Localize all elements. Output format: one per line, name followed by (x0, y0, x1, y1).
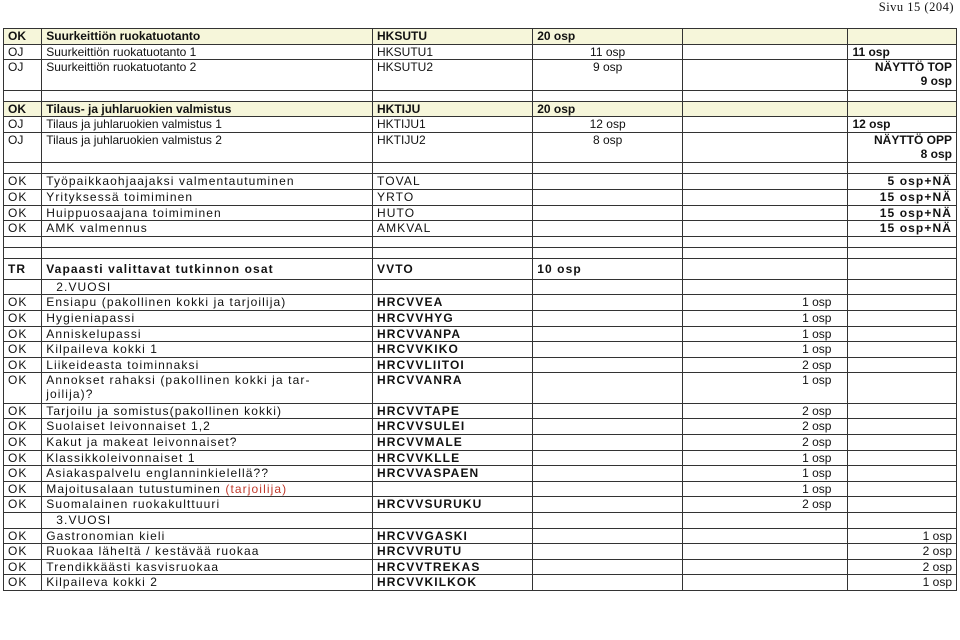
row-type: OK (4, 295, 42, 311)
credits: 1 osp (683, 342, 848, 358)
empty-cell (848, 310, 957, 326)
empty-cell (683, 29, 848, 45)
table-row (4, 189, 957, 205)
module-name (42, 310, 373, 326)
table-row (4, 117, 957, 133)
module-name-text: Suolaiset leivonnaiset 1,2 (46, 419, 211, 434)
module-name: Suurkeittiön ruokatuotanto 2 (42, 60, 373, 91)
empty-cell (848, 481, 957, 497)
credits: 2 osp (683, 403, 848, 419)
credits: 1 osp (683, 466, 848, 482)
empty-cell (848, 342, 957, 358)
empty-cell (4, 236, 42, 247)
row-type: OK (4, 403, 42, 419)
credits-note (848, 29, 957, 45)
spacer-row (4, 90, 957, 101)
cell-line: Annokset rahaksi (pakollinen kokki ja tar- (46, 373, 311, 388)
table-row (4, 559, 957, 575)
empty-cell (848, 435, 957, 451)
row-type: OK (4, 559, 42, 575)
year-heading: 2.VUOSI (42, 279, 373, 295)
table-row (4, 435, 957, 451)
empty-cell (533, 357, 683, 373)
curriculum-table (3, 28, 957, 591)
table-row (4, 44, 957, 60)
table-row (4, 481, 957, 497)
module-code: YRTO (372, 189, 532, 205)
module-name (42, 295, 373, 311)
empty-cell (848, 236, 957, 247)
cell-line: 9 osp (920, 74, 952, 89)
empty-cell (372, 512, 532, 528)
module-name-text: Klassikkoleivonnaiset 1 (46, 450, 196, 465)
empty-cell (533, 403, 683, 419)
credits-note: 5 osp+NÄ (848, 174, 957, 190)
credits: 1 osp (683, 295, 848, 311)
module-name (42, 326, 373, 342)
credits: 1 osp (683, 373, 848, 404)
module-code: HRCVVRUTU (372, 544, 532, 560)
module-name-text: Asiakaspalvelu englanninkielellä?? (46, 466, 270, 481)
empty-cell (683, 117, 848, 133)
page-number: Sivu 15 (204) (878, 0, 954, 14)
empty-cell (533, 247, 683, 258)
module-name (42, 450, 373, 466)
empty-cell (683, 279, 848, 295)
empty-cell (683, 90, 848, 101)
empty-cell (848, 279, 957, 295)
empty-cell (533, 450, 683, 466)
table-row (4, 101, 957, 117)
module-code: HRCVVMALE (372, 435, 532, 451)
row-type: OK (4, 450, 42, 466)
credits: 1 osp (683, 310, 848, 326)
module-name (42, 403, 373, 419)
empty-cell (533, 342, 683, 358)
empty-cell (683, 528, 848, 544)
empty-cell (683, 236, 848, 247)
table-row (4, 221, 957, 237)
row-type: OK (4, 174, 42, 190)
module-name-text: Liikeideasta toiminnaksi (46, 357, 200, 372)
module-name (42, 481, 373, 497)
credits: 1 osp (848, 575, 957, 591)
empty-cell (848, 373, 957, 404)
spacer-row (4, 236, 957, 247)
credits: 2 osp (683, 357, 848, 373)
credits-note: 12 osp (848, 117, 957, 133)
empty-cell (848, 258, 957, 279)
empty-cell (683, 163, 848, 174)
row-type: OK (4, 221, 42, 237)
empty-cell (848, 403, 957, 419)
empty-cell (372, 163, 532, 174)
module-name (42, 419, 373, 435)
module-name-text: Kakut ja makeat leivonnaiset? (46, 435, 238, 449)
module-name-text: Suomalainen ruokakulttuuri (46, 497, 221, 512)
module-name (42, 342, 373, 358)
table-row (4, 132, 957, 163)
module-name-text: Anniskelupassi (46, 326, 142, 341)
module-code: HRCVVANPA (372, 326, 532, 342)
empty-cell (533, 174, 683, 190)
empty-cell (848, 295, 957, 311)
empty-cell (533, 497, 683, 513)
empty-cell (683, 544, 848, 560)
module-code: HRCVVTREKAS (372, 559, 532, 575)
module-code: TOVAL (372, 174, 532, 190)
row-type: OK (4, 310, 42, 326)
module-code: HKTIJU1 (372, 117, 532, 133)
empty-cell (683, 44, 848, 60)
credits: 9 osp (533, 60, 683, 91)
empty-cell (848, 163, 957, 174)
empty-cell (848, 90, 957, 101)
year-heading-row (4, 512, 957, 528)
empty-cell (4, 512, 42, 528)
credits: 2 osp (848, 544, 957, 560)
module-code: HRCVVANRA (372, 373, 532, 404)
module-code: HRCVVGASKI (372, 528, 532, 544)
credits: 1 osp (683, 481, 848, 497)
empty-cell (848, 357, 957, 373)
empty-cell (533, 189, 683, 205)
module-name: Kilpaileva kokki 2 (42, 575, 373, 591)
credits: 10 osp (533, 258, 683, 279)
credits-note (848, 132, 957, 163)
empty-cell (848, 497, 957, 513)
empty-cell (533, 90, 683, 101)
module-name: Suurkeittiön ruokatuotanto 1 (42, 44, 373, 60)
credits: 2 osp (683, 497, 848, 513)
cell-line: joilija)? (46, 387, 94, 402)
empty-cell (683, 258, 848, 279)
cell-line: NÄYTTÖ TOP (874, 60, 952, 75)
module-name: Tilaus- ja juhlaruokien valmistus (42, 101, 373, 117)
module-name: Vapaasti valittavat tutkinnon osat (42, 258, 373, 279)
row-type: OK (4, 497, 42, 513)
credits: 20 osp (533, 29, 683, 45)
empty-cell (42, 90, 373, 101)
empty-cell (4, 247, 42, 258)
module-name: Tilaus ja juhlaruokien valmistus 2 (42, 132, 373, 163)
credits-note (848, 101, 957, 117)
empty-cell (533, 373, 683, 404)
empty-cell (683, 247, 848, 258)
empty-cell (683, 174, 848, 190)
row-type: OK (4, 528, 42, 544)
credits: 8 osp (533, 132, 683, 163)
credits: 11 osp (533, 44, 683, 60)
row-type: TR (4, 258, 42, 279)
row-type: OK (4, 342, 42, 358)
cell-line: 8 osp (920, 146, 952, 161)
module-name (42, 373, 373, 404)
spacer-row (4, 163, 957, 174)
row-type: OK (4, 357, 42, 373)
row-type: OJ (4, 132, 42, 163)
empty-cell (533, 326, 683, 342)
empty-cell (533, 481, 683, 497)
module-name: Ruokaa läheltä / kestävää ruokaa (42, 544, 373, 560)
module-code: HRCVVEA (372, 295, 532, 311)
empty-cell (683, 512, 848, 528)
module-name (42, 466, 373, 482)
empty-cell (4, 163, 42, 174)
table-row (4, 60, 957, 91)
empty-cell (533, 236, 683, 247)
row-type: OJ (4, 44, 42, 60)
table-row (4, 466, 957, 482)
empty-cell (4, 90, 42, 101)
empty-cell (683, 101, 848, 117)
empty-cell (533, 435, 683, 451)
row-type: OK (4, 101, 42, 117)
empty-cell (533, 310, 683, 326)
empty-cell (372, 236, 532, 247)
empty-cell (42, 163, 373, 174)
table-row (4, 450, 957, 466)
table-row (4, 497, 957, 513)
credits: 20 osp (533, 101, 683, 117)
table-row (4, 342, 957, 358)
module-name: Yrityksessä toimiminen (42, 189, 373, 205)
credits-note: 11 osp (848, 44, 957, 60)
row-type: OJ (4, 117, 42, 133)
empty-cell (683, 189, 848, 205)
module-name-text: Ensiapu (pakollinen kokki ja tarjoilija) (46, 295, 287, 310)
table-row (4, 29, 957, 45)
row-type: OK (4, 326, 42, 342)
module-code: HRCVVHYG (372, 310, 532, 326)
credits-note: 15 osp+NÄ (848, 221, 957, 237)
module-name-text: Hygieniapassi (46, 310, 136, 325)
credits: 2 osp (683, 419, 848, 435)
module-code: HRCVVKLLE (372, 450, 532, 466)
module-code: HRCVVSULEI (372, 419, 532, 435)
empty-cell (683, 60, 848, 91)
empty-cell (848, 512, 957, 528)
module-code: HKTIJU (372, 101, 532, 117)
module-name: Työpaikkaohjaajaksi valmentautuminen (42, 174, 373, 190)
table-row (4, 174, 957, 190)
empty-cell (683, 221, 848, 237)
module-code: HKSUTU1 (372, 44, 532, 60)
module-name: Tilaus ja juhlaruokien valmistus 1 (42, 117, 373, 133)
row-type: OK (4, 481, 42, 497)
empty-cell (533, 466, 683, 482)
table-row (4, 295, 957, 311)
module-code: HRCVVASPAEN (372, 466, 532, 482)
empty-cell (533, 279, 683, 295)
table-row (4, 258, 957, 279)
module-name-text: Majoitusalaan tutustuminen (46, 481, 226, 496)
empty-cell (848, 247, 957, 258)
module-name (42, 497, 373, 513)
module-name-text: Kilpaileva kokki 1 (46, 342, 159, 357)
table-row (4, 575, 957, 591)
table-row (4, 403, 957, 419)
credits: 12 osp (533, 117, 683, 133)
row-type: OK (4, 29, 42, 45)
year-heading-row (4, 279, 957, 295)
empty-cell (533, 205, 683, 221)
empty-cell (683, 559, 848, 575)
credits-note: 15 osp+NÄ (848, 205, 957, 221)
empty-cell (372, 279, 532, 295)
module-code: HRCVVLIITOI (372, 357, 532, 373)
credits: 2 osp (848, 559, 957, 575)
table-row (4, 419, 957, 435)
cell-line: NÄYTTÖ OPP (873, 132, 952, 147)
module-name: Gastronomian kieli (42, 528, 373, 544)
credits: 1 osp (683, 326, 848, 342)
module-name (42, 357, 373, 373)
row-type: OK (4, 205, 42, 221)
table-row (4, 373, 957, 404)
empty-cell (533, 295, 683, 311)
empty-cell (848, 466, 957, 482)
module-code: HRCVVSURUKU (372, 497, 532, 513)
empty-cell (372, 90, 532, 101)
credits: 2 osp (683, 435, 848, 451)
module-name: Huippuosaajana toimiminen (42, 205, 373, 221)
empty-cell (848, 450, 957, 466)
row-type: OK (4, 544, 42, 560)
module-name-text: Tarjoilu ja somistus(pakollinen kokki) (46, 403, 283, 418)
table-row (4, 528, 957, 544)
module-code: HRCVVTAPE (372, 403, 532, 419)
row-type: OK (4, 435, 42, 451)
credits-note: 15 osp+NÄ (848, 189, 957, 205)
empty-cell (42, 247, 373, 258)
module-name (42, 435, 373, 451)
module-code: VVTO (372, 258, 532, 279)
table-row (4, 544, 957, 560)
empty-cell (533, 544, 683, 560)
module-name: Suurkeittiön ruokatuotanto (42, 29, 373, 45)
spacer-row (4, 247, 957, 258)
module-code: HKTIJU2 (372, 132, 532, 163)
table-row (4, 310, 957, 326)
module-code: AMKVAL (372, 221, 532, 237)
empty-cell (848, 419, 957, 435)
module-code: HKSUTU (372, 29, 532, 45)
module-code: HKSUTU2 (372, 60, 532, 91)
module-code (372, 481, 532, 497)
empty-cell (533, 512, 683, 528)
row-type: OK (4, 189, 42, 205)
credits: 1 osp (848, 528, 957, 544)
row-type: OK (4, 419, 42, 435)
module-code: HUTO (372, 205, 532, 221)
empty-cell (533, 163, 683, 174)
empty-cell (372, 247, 532, 258)
module-code: HRCVVKILKOK (372, 575, 532, 591)
credits-note (848, 60, 957, 91)
table-row (4, 357, 957, 373)
module-name-note: (tarjoilija) (225, 481, 288, 496)
empty-cell (533, 419, 683, 435)
module-name: AMK valmennus (42, 221, 373, 237)
row-type: OK (4, 466, 42, 482)
table-row (4, 205, 957, 221)
row-type: OK (4, 575, 42, 591)
empty-cell (848, 326, 957, 342)
empty-cell (683, 205, 848, 221)
row-type: OK (4, 373, 42, 404)
credits: 1 osp (683, 450, 848, 466)
module-name: Trendikkäästi kasvisruokaa (42, 559, 373, 575)
row-type: OJ (4, 60, 42, 91)
empty-cell (683, 132, 848, 163)
empty-cell (533, 528, 683, 544)
module-code: HRCVVKIKO (372, 342, 532, 358)
empty-cell (533, 221, 683, 237)
empty-cell (4, 279, 42, 295)
empty-cell (533, 559, 683, 575)
empty-cell (533, 575, 683, 591)
year-heading: 3.VUOSI (42, 512, 373, 528)
table-row (4, 326, 957, 342)
empty-cell (683, 575, 848, 591)
empty-cell (42, 236, 373, 247)
